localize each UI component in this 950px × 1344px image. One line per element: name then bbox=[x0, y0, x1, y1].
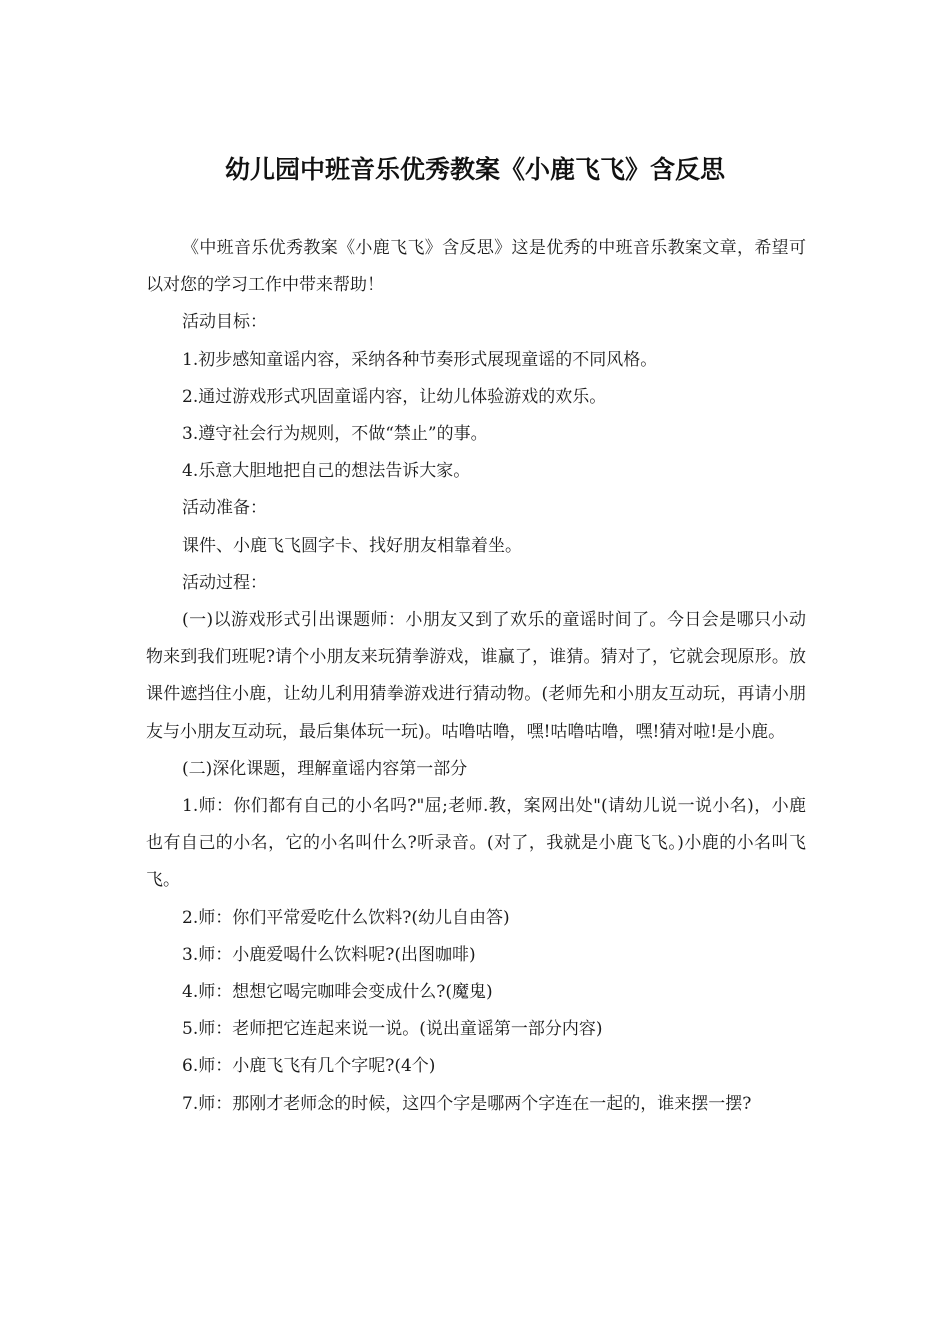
teacher-question: 4.师：想想它喝完咖啡会变成什么?(魔鬼) bbox=[182, 982, 493, 1003]
document-title: 幼儿园中班音乐优秀教案《小鹿飞飞》含反思 bbox=[224, 155, 725, 184]
process-step-1: (一)以游戏形式引出课题师：小朋友又到了欢乐的童谣时间了。今日会是哪只小动物来到我们班呢?请个小朋友来玩猜拳游戏，谁赢了，谁猜。猜对了，它就会现原形。放课件遮挡住小鹿，让幼儿利用猜拳游戏进行猜动物。(老师先和小朋友互动玩，再请小朋友与小朋友互动玩，最后集体玩一玩)。咕噜咕噜，嘿!咕噜咕噜，嘿!猜对啦!是小鹿。 bbox=[146, 610, 806, 742]
goal-item: 4.乐意大胆地把自己的想法告诉大家。 bbox=[182, 461, 471, 482]
goal-item: 1.初步感知童谣内容，采纳各种节奏形式展现童谣的不同风格。 bbox=[182, 349, 658, 370]
section-heading-goals: 活动目标： bbox=[182, 312, 267, 333]
preparation-text: 课件、小鹿飞飞圆字卡、找好朋友相靠着坐。 bbox=[182, 535, 522, 556]
teacher-question: 3.师：小鹿爱喝什么饮料呢?(出图咖啡) bbox=[182, 944, 476, 965]
process-step-2-heading: (二)深化课题，理解童谣内容第一部分 bbox=[182, 758, 468, 779]
intro-paragraph: 《中班音乐优秀教案《小鹿飞飞》含反思》这是优秀的中班音乐教案文章，希望可以对您的学习工作中带来帮助！ bbox=[146, 238, 806, 296]
goal-item: 3.遵守社会行为规则，不做“禁止”的事。 bbox=[182, 424, 488, 445]
teacher-question: 7.师：那刚才老师念的时候，这四个字是哪两个字连在一起的，谁来摆一摆? bbox=[182, 1093, 752, 1114]
teacher-question: 1.师：你们都有自己的小名吗?"屈;老师.教，案网出处"(请幼儿说一说小名)，小鹿也有自己的小名，它的小名叫什么?听录音。(对了，我就是小鹿飞飞。)小鹿的小名叫飞飞。 bbox=[146, 796, 806, 891]
goal-item: 2.通过游戏形式巩固童谣内容，让幼儿体验游戏的欢乐。 bbox=[182, 386, 607, 407]
teacher-question: 5.师：老师把它连起来说一说。(说出童谣第一部分内容) bbox=[182, 1019, 603, 1040]
teacher-question: 6.师：小鹿飞飞有几个字呢?(4个) bbox=[182, 1056, 436, 1077]
document-body bbox=[146, 230, 806, 1123]
section-heading-process: 活动过程： bbox=[182, 572, 267, 593]
section-heading-preparation: 活动准备： bbox=[182, 498, 267, 519]
teacher-question: 2.师：你们平常爱吃什么饮料?(幼儿自由答) bbox=[182, 907, 510, 928]
